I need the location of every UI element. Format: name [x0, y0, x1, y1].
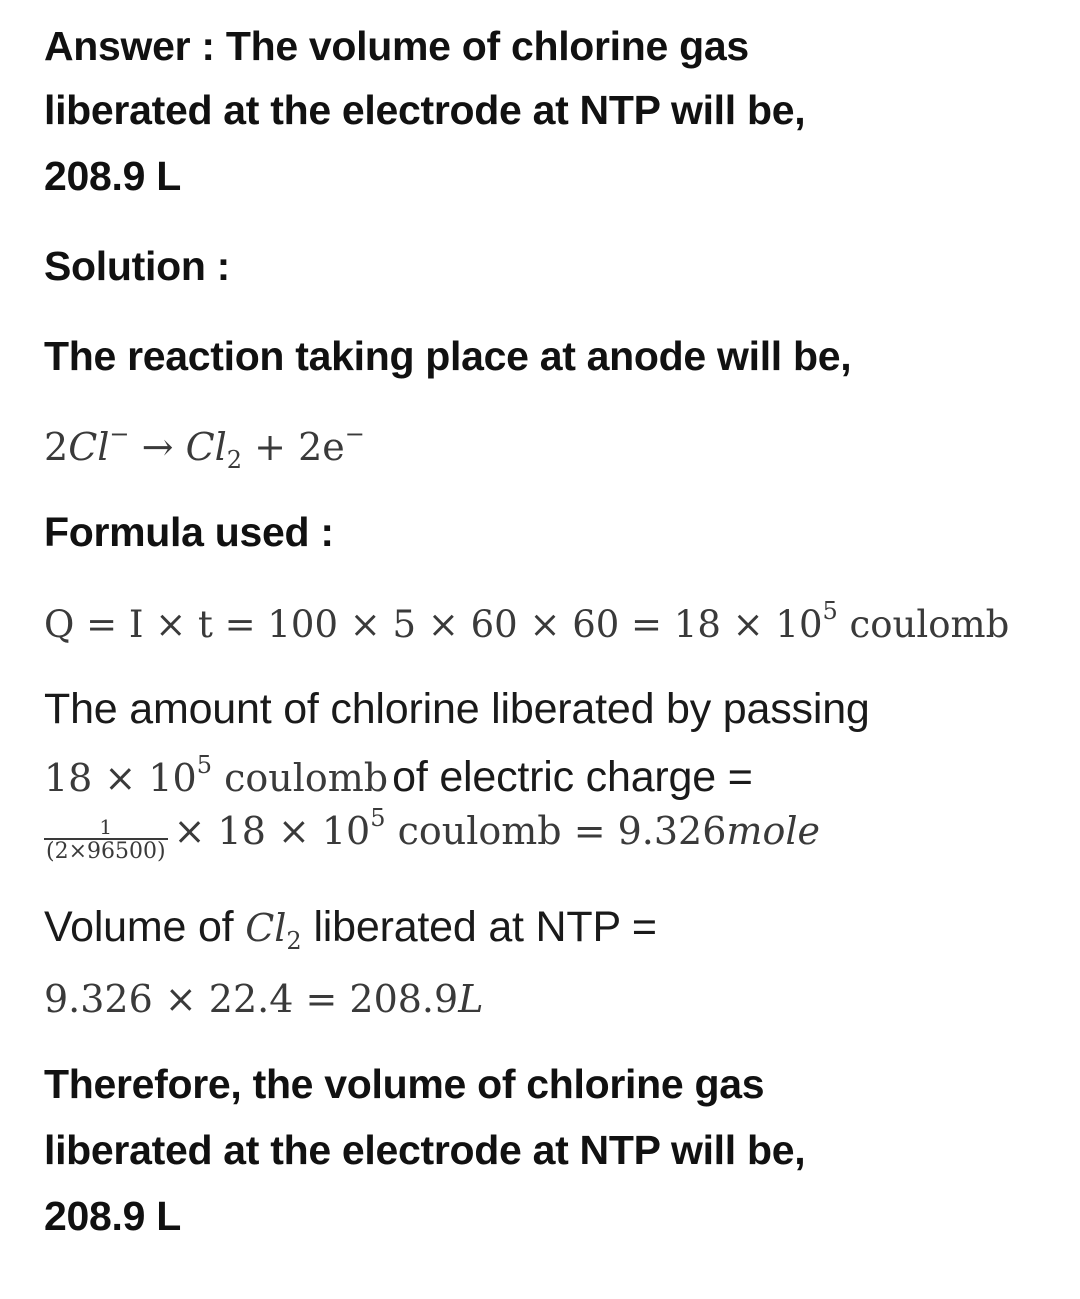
charge-text: of electric charge =	[392, 753, 753, 801]
fraction	[44, 816, 168, 864]
amount-result	[173, 804, 820, 853]
fraction-numerator: 1	[99, 815, 113, 840]
conclusion-line-1: Therefore, the volume of chlorine gas	[44, 1061, 765, 1107]
charge-exponent: 5	[196, 751, 212, 779]
formula-expression: Q = I × t = 100 × 5 × 60 × 60 = 18 × 10	[44, 603, 823, 646]
volume-calc-expr: 9.326 × 22.4 = 208.9	[44, 977, 459, 1021]
reaction-rhs-symbol: Cl	[185, 425, 227, 469]
volume-symbol: Cl	[245, 906, 287, 950]
volume-calc-unit: L	[458, 977, 484, 1021]
formula-equation	[44, 597, 1010, 646]
formula-heading: Formula used :	[44, 509, 334, 555]
reaction-electron-charge: −	[344, 420, 365, 448]
volume-prefix: Volume of	[44, 903, 246, 951]
answer-line-1: Answer : The volume of chlorine gas	[44, 23, 749, 69]
reaction-plus: +	[254, 425, 287, 469]
reaction-arrow: →	[141, 425, 174, 469]
reaction-equation	[44, 420, 365, 474]
charge-math	[44, 751, 389, 800]
volume-subscript: 2	[286, 927, 302, 955]
amount-unit: mole	[726, 809, 820, 853]
amount-line-3	[44, 804, 820, 865]
conclusion-line-2: liberated at the electrode at NTP will be,	[44, 1127, 806, 1173]
reaction-lhs-charge: −	[109, 420, 130, 448]
volume-suffix: liberated at NTP =	[301, 903, 657, 951]
reaction-rhs-subscript: 2	[226, 446, 243, 474]
volume-symbol-math	[245, 906, 302, 955]
conclusion-value: 208.9 L	[44, 1193, 181, 1239]
amount-line-2	[44, 751, 753, 801]
reaction-lhs-coeff: 2	[44, 425, 69, 469]
reaction-intro: The reaction taking place at anode will be,	[44, 333, 852, 379]
amount-line-1: The amount of chlorine liberated by passing	[44, 685, 870, 733]
answer-value: 208.9 L	[44, 153, 181, 199]
charge-unit: coulomb	[224, 756, 389, 800]
solution-heading: Solution :	[44, 243, 231, 289]
amount-multiplier: × 18 × 10	[173, 809, 371, 853]
charge-value: 18 × 10	[44, 756, 197, 800]
fraction-denominator: (2×96500)	[46, 839, 166, 865]
volume-line	[44, 903, 657, 955]
volume-calculation	[44, 977, 484, 1021]
reaction-electron: 2e	[298, 425, 345, 469]
answer-line-2: liberated at the electrode at NTP will be,	[44, 87, 806, 133]
formula-unit: coulomb	[849, 603, 1010, 646]
amount-rest: coulomb = 9.326	[397, 809, 727, 853]
formula-exponent: 5	[822, 597, 838, 625]
amount-exponent: 5	[370, 804, 386, 832]
reaction-lhs-symbol: Cl	[68, 425, 110, 469]
